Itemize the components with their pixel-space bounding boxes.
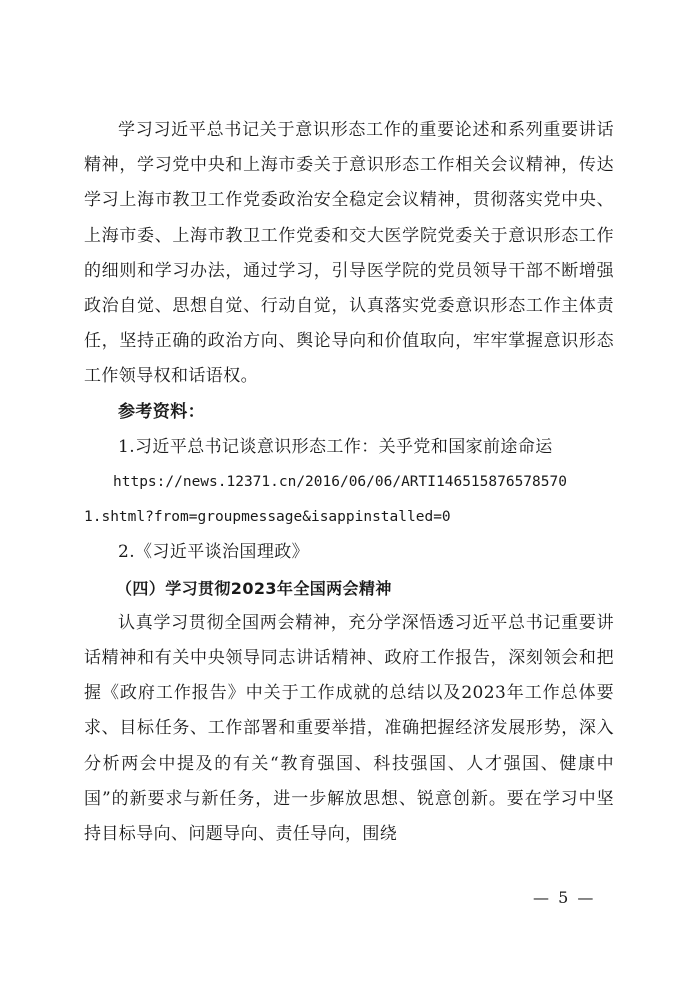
- reference-item-1-url-line-2: 1.shtml?from=groupmessage&isappinstalled=0: [84, 509, 451, 526]
- references-heading: 参考资料：: [118, 401, 205, 422]
- paragraph-two-sessions: 认真学习贯彻全国两会精神，充分学深悟透习近平总书记重要讲话精神和有关中央领导同志讲话精神、政府工作报告，深刻领会和把握《政府工作报告》中关于工作成就的总结以及2023年工作总体要求、目标任务、工作部署和重要举措，准确把握经济发展形势，深入分析两会中提及的有关“教育强国、科技强国、人才强国、健康中国”的新要求与新任务，进一步解放思想、锐意创新。要在学习中坚持目标导向、问题导向、责任导向，围绕: [84, 612, 614, 845]
- reference-item-1-title: 1.习近平总书记谈意识形态工作：关乎党和国家前途命运: [118, 436, 553, 457]
- paragraph-ideology-study: 学习习近平总书记关于意识形态工作的重要论述和系列重要讲话精神，学习党中央和上海市委关于意识形态工作相关会议精神，传达学习上海市教卫工作党委政治安全稳定会议精神，贯彻落实党中央、上海市委、上海市教卫工作党委和交大医学院党委关于意识形态工作的细则和学习办法，通过学习，引导医学院的党员领导干部不断增强政治自觉、思想自觉、行动自觉，认真落实党委意识形态工作主体责任，坚持正确的政治方向、舆论导向和价值取向，牢牢掌握意识形态工作领导权和话语权。: [84, 120, 614, 387]
- reference-item-1-url-line-1: https://news.12371.cn/2016/06/06/ARTI146515876578570: [113, 474, 567, 491]
- section-heading-two-sessions: （四）学习贯彻2023年全国两会精神: [116, 578, 392, 598]
- page-number: — 5 —: [533, 888, 596, 907]
- reference-item-2: 2.《习近平谈治国理政》: [118, 542, 310, 563]
- body-text: [84, 113, 614, 852]
